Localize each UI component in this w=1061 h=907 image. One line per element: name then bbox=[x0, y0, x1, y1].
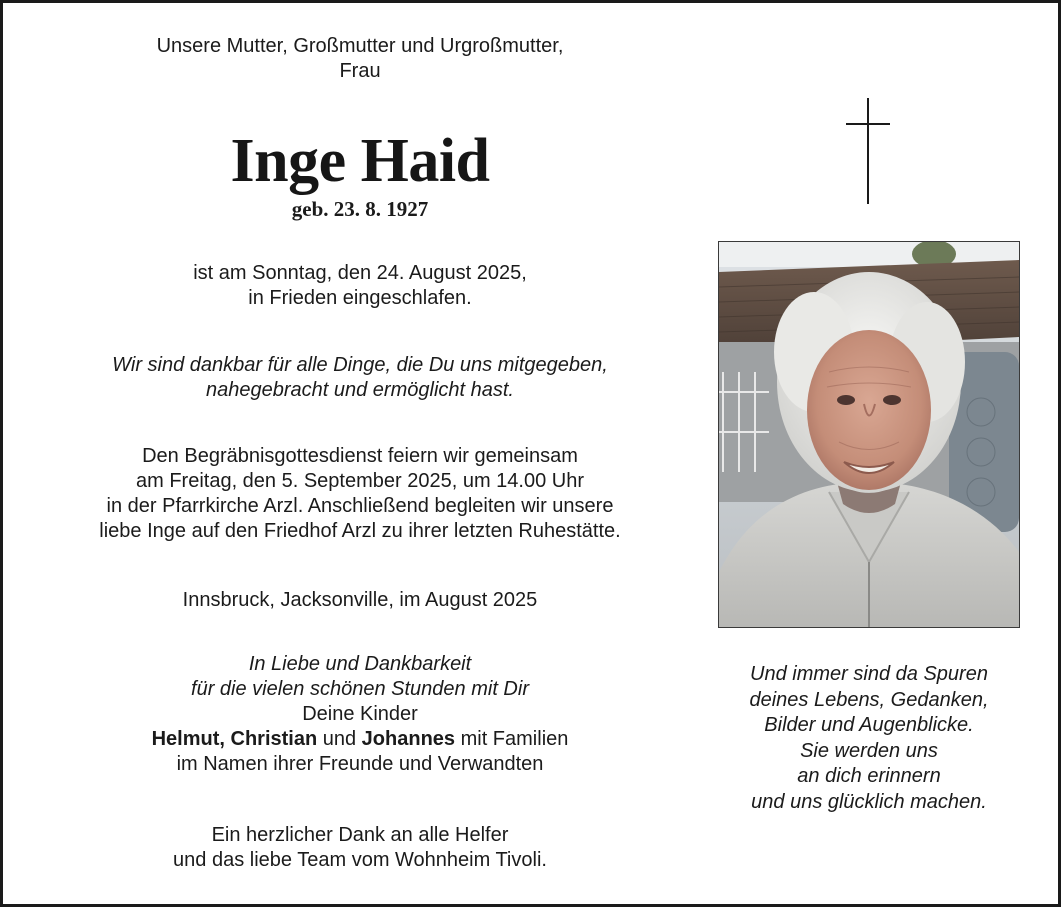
verse-line-5: an dich erinnern bbox=[797, 765, 941, 787]
birth-date: geb. 23. 8. 1927 bbox=[291, 197, 429, 221]
place-date-line: Innsbruck, Jacksonville, im August 2025 bbox=[182, 589, 538, 611]
funeral-line-1: Den Begräbnisgottesdienst feiern wir gemeinsam bbox=[142, 445, 578, 467]
family-signature bbox=[30, 652, 690, 777]
closing-line-1: Ein herzlicher Dank an alle Helfer bbox=[211, 824, 509, 846]
verse-line-4: Sie werden uns bbox=[800, 739, 938, 762]
deceased-name: Inge Haid bbox=[230, 127, 490, 195]
signature-line-2: für die vielen schönen Stunden mit Dir bbox=[191, 678, 529, 700]
death-line-2: in Frieden eingeschlafen. bbox=[248, 287, 472, 309]
verse-line-2: deines Lebens, Gedanken, bbox=[749, 688, 989, 711]
names-conjunction: und bbox=[317, 728, 362, 750]
children-names-2: Johannes bbox=[361, 728, 456, 750]
gratitude-line-1: Wir sind dankbar für alle Dinge, die Du uns mitgegeben, bbox=[112, 354, 608, 376]
death-line-1: ist am Sonntag, den 24. August 2025, bbox=[193, 262, 527, 284]
funeral-line-3: in der Pfarrkirche Arzl. Anschließend begleiten wir unsere bbox=[106, 495, 614, 517]
children-names-1: Helmut, Christian bbox=[151, 728, 318, 750]
funeral-details bbox=[30, 444, 690, 544]
signature-line-3: Deine Kinder bbox=[302, 703, 418, 725]
intro-line-1: Unsere Mutter, Großmutter und Urgroßmutter, bbox=[156, 35, 564, 57]
memorial-verse bbox=[718, 662, 1020, 815]
signature-names-line bbox=[30, 727, 690, 752]
death-notice bbox=[30, 261, 690, 311]
gratitude-quote bbox=[30, 353, 690, 403]
funeral-line-2: am Freitag, den 5. September 2025, um 14.00 Uhr bbox=[135, 470, 585, 492]
signature-line-5: im Namen ihrer Freunde und Verwandten bbox=[176, 753, 544, 775]
intro-text bbox=[30, 34, 690, 84]
signature-line-1: In Liebe und Dankbarkeit bbox=[248, 653, 472, 675]
verse-line-3: Bilder und Augenblicke. bbox=[764, 714, 974, 736]
closing-thanks bbox=[30, 823, 690, 873]
cross-icon bbox=[843, 96, 893, 206]
closing-line-2: und das liebe Team vom Wohnheim Tivoli. bbox=[173, 849, 547, 871]
verse-line-1: Und immer sind da Spuren bbox=[750, 663, 988, 685]
funeral-line-4: liebe Inge auf den Friedhof Arzl zu ihrer letzten Ruhestätte. bbox=[99, 520, 621, 542]
verse-line-6: und uns glücklich machen. bbox=[751, 790, 987, 813]
gratitude-line-2: nahegebracht und ermöglicht hast. bbox=[206, 379, 514, 401]
intro-line-2: Frau bbox=[339, 60, 381, 82]
place-and-date bbox=[30, 588, 690, 613]
portrait-photo bbox=[718, 241, 1020, 628]
names-families: mit Familien bbox=[455, 728, 569, 750]
